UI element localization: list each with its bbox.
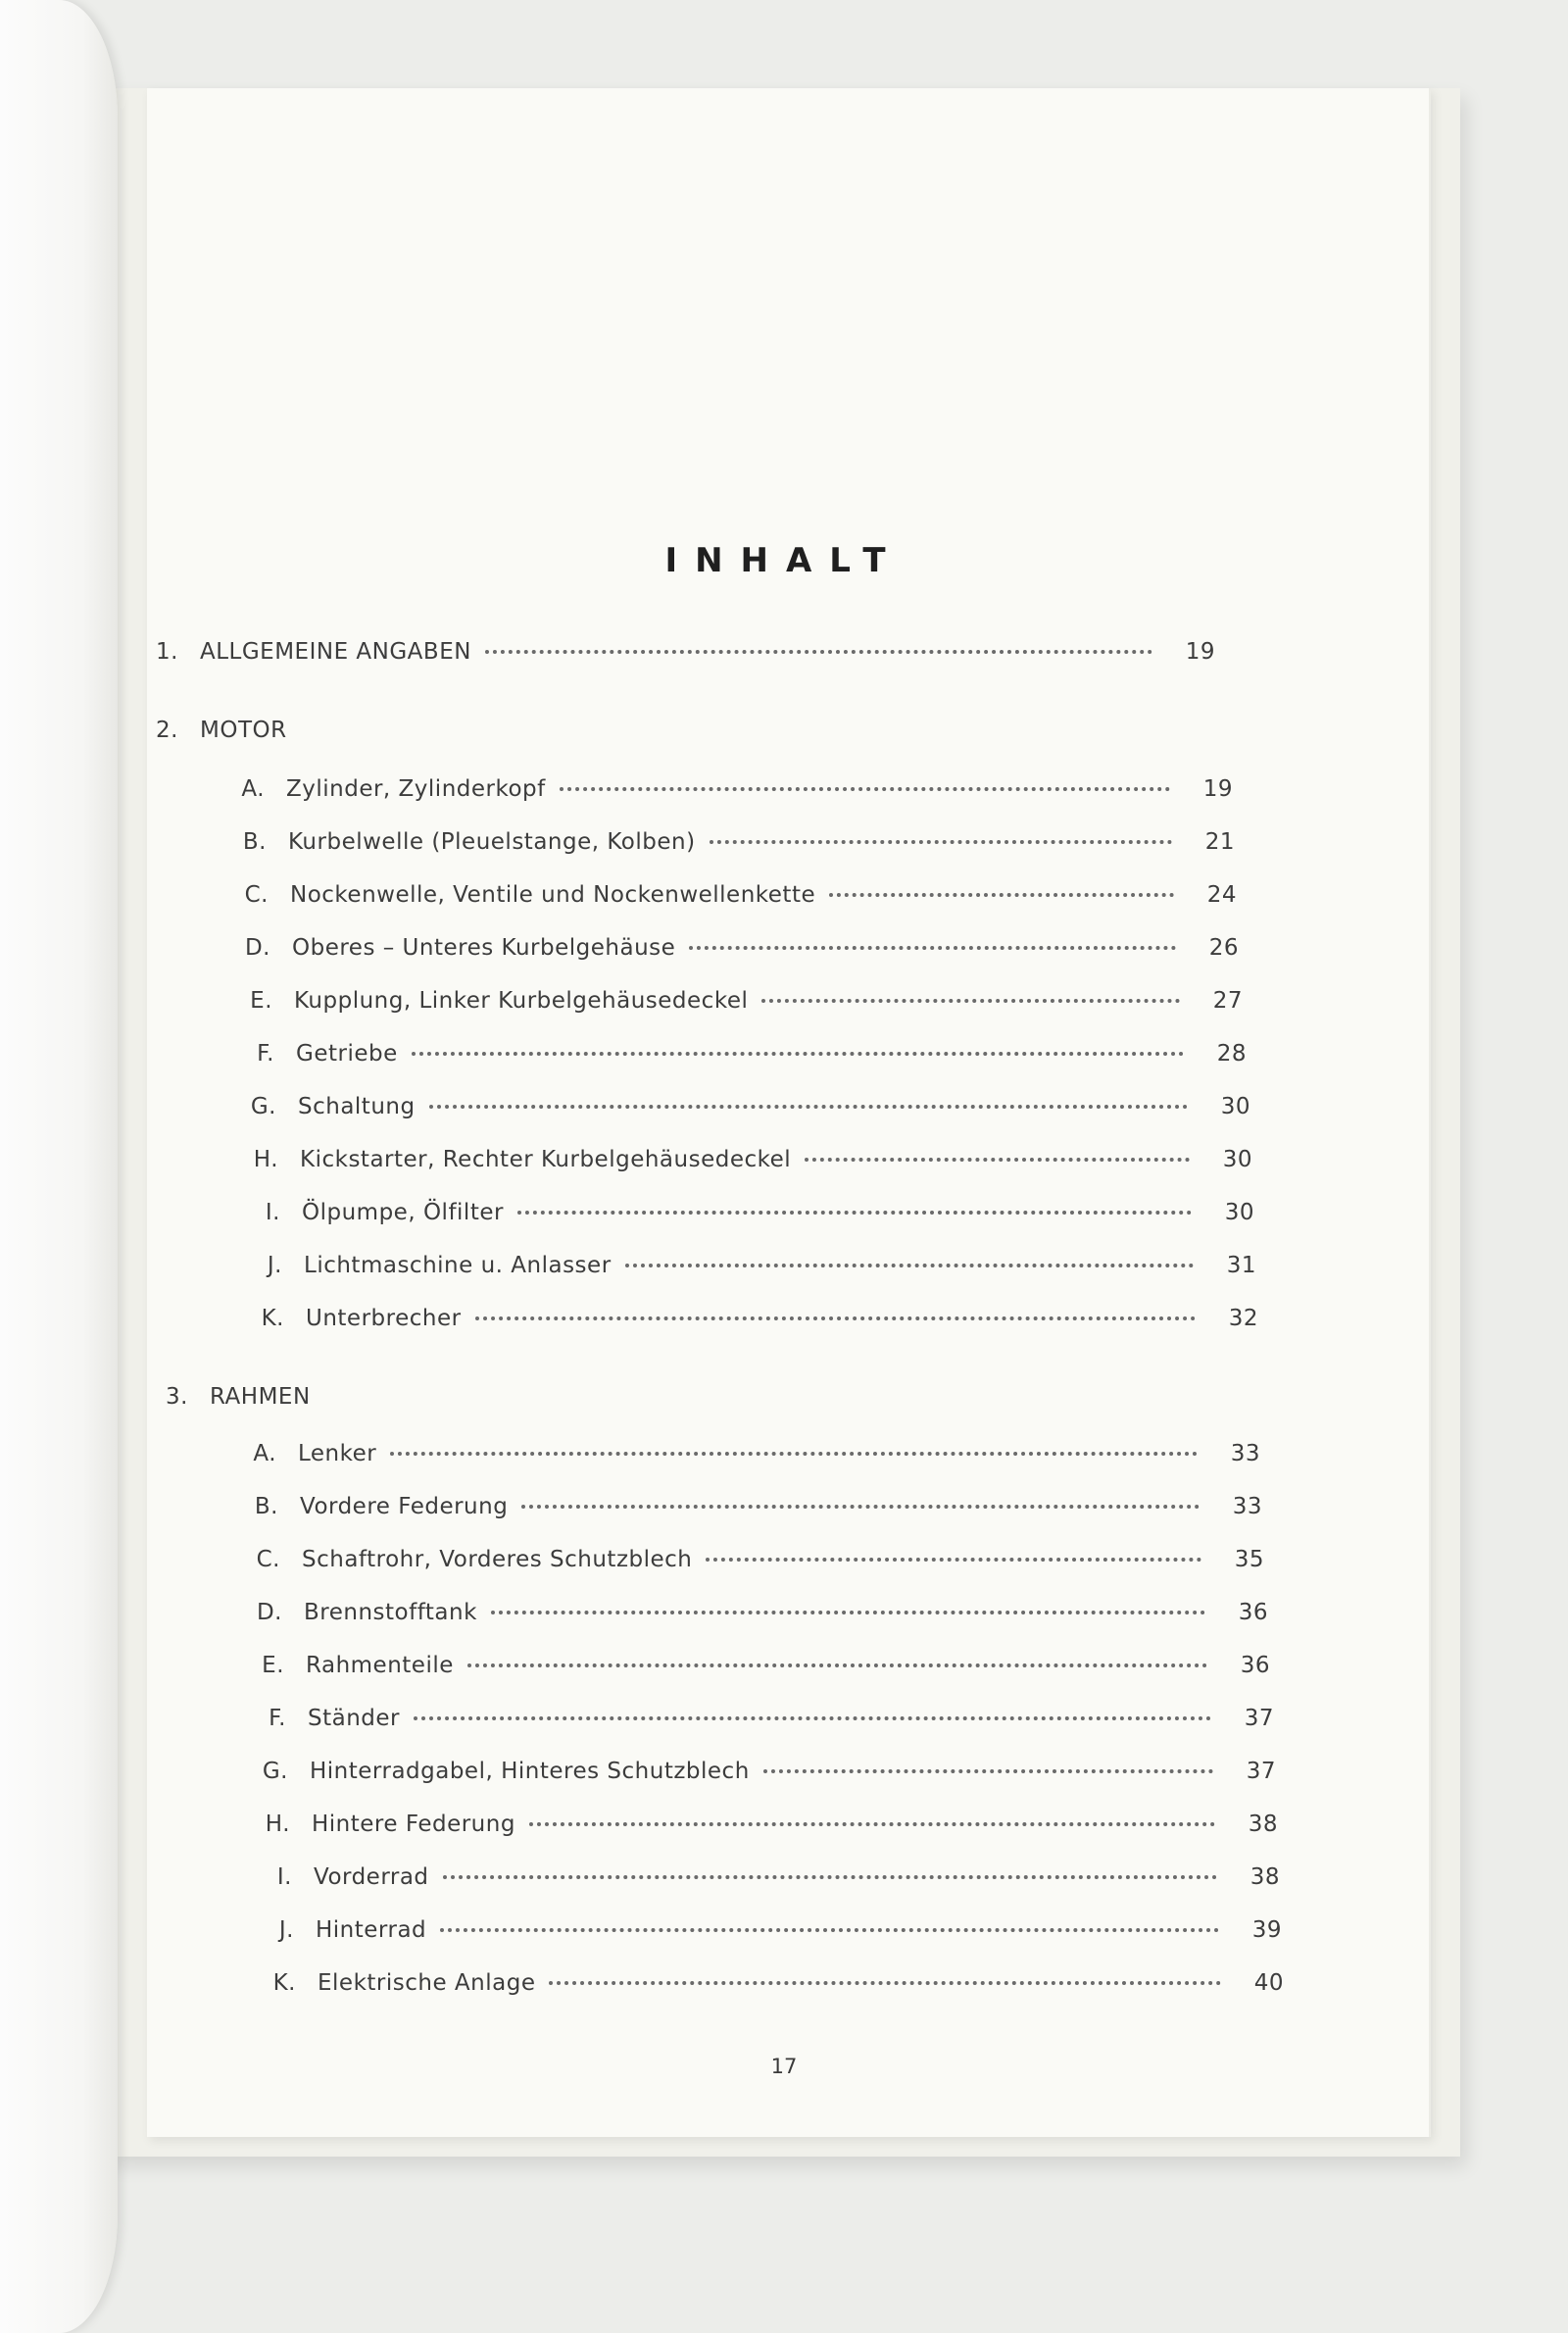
entry-page: 33 <box>1232 1494 1262 1519</box>
entry-letter: K. <box>261 1306 284 1331</box>
entry-letter: F. <box>269 1706 286 1731</box>
entry-page: 30 <box>1220 1094 1250 1119</box>
entry-label: Elektrische Anlage <box>318 1970 536 1996</box>
toc-entry-motor-b[interactable] <box>225 829 1235 855</box>
entry-label: Kurbelwelle (Pleuelstange, Kolben) <box>288 829 696 855</box>
section-number: 1. <box>156 639 178 665</box>
entry-page: 33 <box>1230 1441 1260 1466</box>
toc-entry-rahmen-c[interactable] <box>239 1547 1264 1572</box>
entry-letter: E. <box>250 988 272 1014</box>
toc-entry-rahmen-e[interactable] <box>243 1653 1270 1678</box>
entry-label: Rahmenteile <box>306 1653 454 1678</box>
dot-leader <box>549 1981 1221 1985</box>
toc-entry-motor-a[interactable] <box>223 776 1233 802</box>
entry-label: Schaltung <box>298 1094 416 1119</box>
entry-page: 37 <box>1244 1706 1274 1731</box>
entry-label: Getriebe <box>296 1041 398 1067</box>
toc-entry-rahmen-d[interactable] <box>241 1600 1268 1625</box>
toc-section-3[interactable] <box>147 1384 735 1410</box>
entry-label: Schaftrohr, Vorderes Schutzblech <box>302 1547 693 1572</box>
toc-entry-motor-k[interactable] <box>243 1306 1258 1331</box>
entry-letter: D. <box>256 1600 282 1625</box>
entry-letter: J. <box>278 1917 294 1943</box>
entry-label: Ständer <box>308 1706 400 1731</box>
entry-label: Lenker <box>298 1441 377 1466</box>
dot-leader <box>467 1663 1207 1667</box>
dot-leader <box>706 1558 1201 1562</box>
dot-leader <box>414 1716 1211 1720</box>
entry-letter: C. <box>256 1547 280 1572</box>
entry-page: 27 <box>1212 988 1243 1014</box>
dot-leader <box>560 787 1170 791</box>
entry-page: 36 <box>1240 1653 1270 1678</box>
entry-page: 40 <box>1253 1970 1284 1996</box>
dot-leader <box>689 946 1176 950</box>
entry-page: 39 <box>1251 1917 1282 1943</box>
entry-label: Unterbrecher <box>306 1306 462 1331</box>
entry-letter: B. <box>242 829 267 855</box>
entry-page: 26 <box>1208 935 1239 961</box>
dot-leader <box>491 1611 1205 1614</box>
entry-page: 30 <box>1224 1200 1254 1225</box>
entry-page: 24 <box>1206 882 1237 908</box>
entry-letter: A. <box>241 776 265 802</box>
section-number: 2. <box>156 718 178 743</box>
entry-page: 28 <box>1216 1041 1247 1067</box>
toc-entry-motor-h[interactable] <box>237 1147 1252 1172</box>
toc-entry-motor-c[interactable] <box>227 882 1237 908</box>
facing-page-edge <box>0 0 118 2333</box>
toc-entry-motor-d[interactable] <box>229 935 1239 961</box>
dot-leader <box>440 1928 1219 1932</box>
dot-leader <box>829 893 1174 897</box>
dot-leader <box>521 1505 1200 1509</box>
entry-letter: G. <box>250 1094 276 1119</box>
document-page <box>147 88 1431 2137</box>
entry-label: Kupplung, Linker Kurbelgehäusedeckel <box>294 988 749 1014</box>
toc-entry-motor-i[interactable] <box>239 1200 1254 1225</box>
entry-letter: H. <box>253 1147 278 1172</box>
entry-letter: C. <box>244 882 269 908</box>
section-label: RAHMEN <box>210 1384 311 1410</box>
dot-leader <box>805 1158 1190 1162</box>
page-number: 17 <box>770 2055 798 2078</box>
dot-leader <box>761 999 1180 1003</box>
entry-label: Hinterradgabel, Hinteres Schutzblech <box>310 1759 750 1784</box>
entry-letter: G. <box>262 1759 288 1784</box>
toc-entry-rahmen-a[interactable] <box>235 1441 1260 1466</box>
section-number: 3. <box>166 1384 188 1410</box>
toc-entry-rahmen-h[interactable] <box>249 1812 1278 1837</box>
dot-leader <box>625 1264 1194 1267</box>
section-page: 19 <box>1185 639 1215 665</box>
dot-leader <box>763 1769 1213 1773</box>
entry-page: 19 <box>1202 776 1233 802</box>
entry-letter: F. <box>257 1041 274 1067</box>
toc-entry-rahmen-j[interactable] <box>253 1917 1282 1943</box>
entry-page: 38 <box>1248 1812 1278 1837</box>
entry-letter: D. <box>244 935 270 961</box>
entry-page: 21 <box>1204 829 1235 855</box>
dot-leader <box>710 840 1172 844</box>
entry-letter: E. <box>262 1653 284 1678</box>
entry-label: Kickstarter, Rechter Kurbelgehäusedeckel <box>300 1147 792 1172</box>
toc-entry-motor-j[interactable] <box>241 1253 1256 1278</box>
dot-leader <box>529 1822 1215 1826</box>
entry-label: Nockenwelle, Ventile und Nockenwellenkette <box>290 882 816 908</box>
entry-label: Brennstofftank <box>304 1600 477 1625</box>
toc-section-2[interactable] <box>137 718 725 743</box>
entry-page: 37 <box>1246 1759 1276 1784</box>
toc-entry-rahmen-k[interactable] <box>255 1970 1284 1996</box>
dot-leader <box>429 1105 1188 1109</box>
entry-letter: I. <box>265 1200 280 1225</box>
entry-label: Vordere Federung <box>300 1494 509 1519</box>
entry-page: 31 <box>1226 1253 1256 1278</box>
toc-entry-rahmen-g[interactable] <box>247 1759 1276 1784</box>
section-label: ALLGEMEINE ANGABEN <box>200 639 471 665</box>
entry-label: Vorderrad <box>314 1864 429 1890</box>
entry-letter: J. <box>267 1253 282 1278</box>
page-title: INHALT <box>664 541 904 580</box>
entry-letter: H. <box>265 1812 290 1837</box>
entry-page: 30 <box>1222 1147 1252 1172</box>
dot-leader <box>475 1316 1196 1320</box>
entry-page: 38 <box>1250 1864 1280 1890</box>
dot-leader <box>443 1875 1217 1879</box>
entry-page: 35 <box>1234 1547 1264 1572</box>
entry-label: Hintere Federung <box>312 1812 515 1837</box>
toc-entry-motor-e[interactable] <box>231 988 1243 1014</box>
toc-entry-rahmen-b[interactable] <box>237 1494 1262 1519</box>
toc-section-1[interactable] <box>137 639 1215 665</box>
entry-page: 36 <box>1238 1600 1268 1625</box>
dot-leader <box>517 1211 1192 1215</box>
entry-label: Oberes – Unteres Kurbelgehäuse <box>292 935 676 961</box>
toc-entry-motor-g[interactable] <box>235 1094 1250 1119</box>
toc-entry-motor-f[interactable] <box>233 1041 1247 1067</box>
dot-leader <box>412 1052 1184 1056</box>
entry-letter: K. <box>272 1970 296 1996</box>
entry-page: 32 <box>1228 1306 1258 1331</box>
entry-letter: A. <box>253 1441 276 1466</box>
dot-leader <box>485 650 1152 654</box>
entry-label: Hinterrad <box>316 1917 427 1943</box>
entry-label: Ölpumpe, Ölfilter <box>302 1200 504 1225</box>
toc-entry-rahmen-i[interactable] <box>251 1864 1280 1890</box>
table-of-contents <box>147 88 1431 2137</box>
entry-letter: I. <box>276 1864 292 1890</box>
entry-label: Lichtmaschine u. Anlasser <box>304 1253 612 1278</box>
dot-leader <box>390 1452 1198 1456</box>
entry-label: Zylinder, Zylinderkopf <box>286 776 546 802</box>
entry-letter: B. <box>254 1494 278 1519</box>
toc-entry-rahmen-f[interactable] <box>245 1706 1274 1731</box>
section-label: MOTOR <box>200 718 287 743</box>
